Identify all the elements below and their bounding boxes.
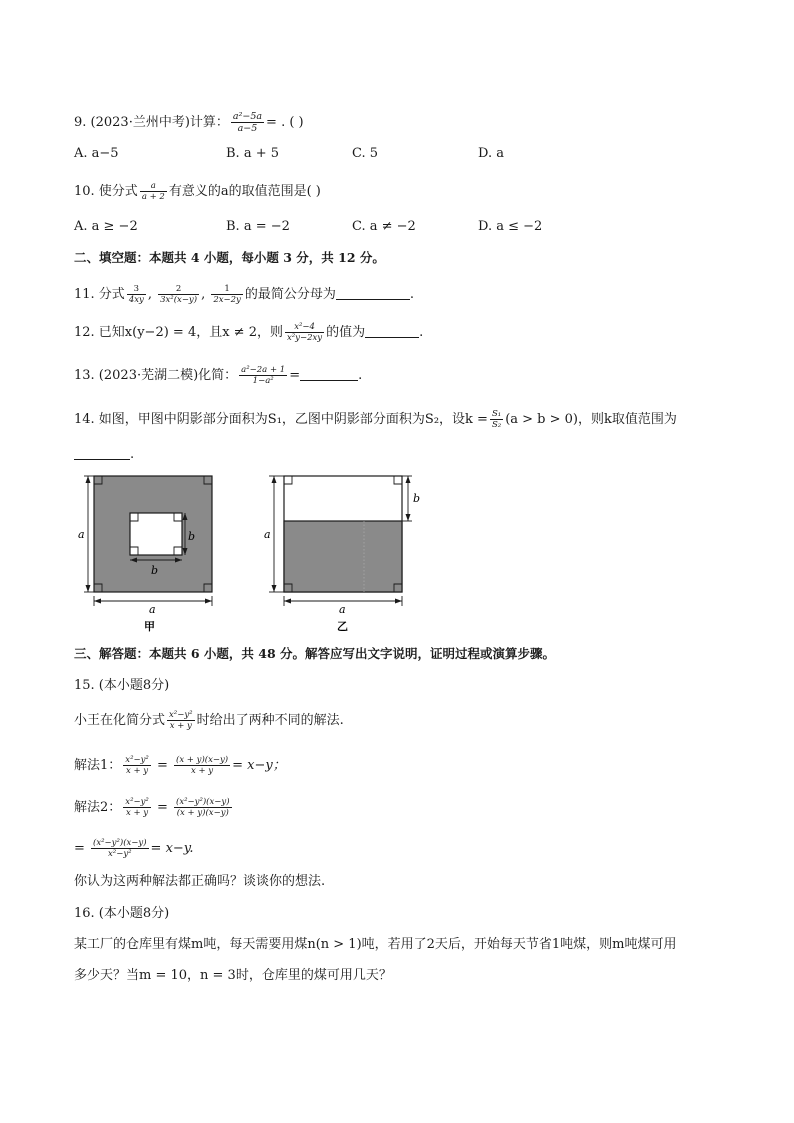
q12-prefix: 12. 已知x(y−2) = 4，且x ≠ 2，则 [74,325,283,340]
q15-m2-fraction-1 [123,797,151,818]
q13-denominator: 1−a² [252,376,274,386]
q9-option-d: D. a [478,146,504,161]
q9-numerator: a²−5a [232,111,263,122]
q12-answer-blank[interactable] [365,325,419,338]
q14-text: 14. 如图，甲图中阴影部分面积为S₁，乙图中阴影部分面积为S₂，设k = [74,412,488,427]
q11-f2-denominator: 3x²(x−y) [160,295,198,305]
q9-option-c: C. 5 [352,146,379,161]
q15-m2-f1-numerator: x²−y² [125,797,149,807]
q15-m2b-fraction [91,838,149,859]
q15-m2-f2-numerator: (x²−y²)(x−y) [176,797,230,807]
shaded-area-figure [60,468,430,638]
q14-suffix: (a > b > 0)，则k取值范围为 [505,412,677,427]
q15-m1-label: 解法1： [74,758,122,773]
q15-m1-end: = x−y； [232,758,286,773]
q15-intro [74,710,344,731]
q10-option-c: C. a ≠ −2 [352,219,416,234]
q11-suffix: 的最简公分母为 [244,287,336,302]
q10-suffix: 有意义的a的取值范围是( ) [168,184,321,199]
q15-method-1: 解法1： $\frac{\text{x²−y²}}{x + y}$ = $\frac{(x + y)(x-y)}{x + y}$ = x−y； [74,755,286,776]
yi-caption: 乙 [337,620,348,633]
jia-label-b-right: b [188,530,196,543]
q15-intro-suffix: 时给出了两种不同的解法. [196,713,344,728]
q15-m2b-denominator: x²−y² [108,849,132,859]
q15-m2-fraction-2 [174,797,232,818]
q15-m2-f2-denominator: (x + y)(x−y) [176,808,229,818]
q15-m2-label: 解法2： [74,800,122,815]
yi-label-a-bottom: a [339,603,346,616]
q15-m1-f2-denominator: x + y [190,766,214,776]
jia-caption: 甲 [144,620,155,633]
q11-fraction-3 [211,284,243,305]
q9-denominator: a−5 [237,123,258,134]
q15-m1-f2-numerator: (x + y)(x−y) [176,755,229,765]
q15-m1-f1-denominator: x + y [125,766,149,776]
q10-numerator: a [140,181,167,192]
q15-m1-f1-numerator: x²−y² [125,755,149,765]
q10-denominator: a + 2 [141,192,165,202]
q9-prefix: 9. (2023·兰州中考)计算： [74,115,229,130]
q13-end: . [358,368,363,383]
q15-m2b-numerator: (x²−y²)(x−y) [93,838,147,848]
q14-denominator: S₂ [491,420,502,430]
question-9 [74,111,304,134]
jia-label-a-bottom: a [149,603,156,616]
q15-intro-prefix: 小王在化简分式 [74,713,166,728]
q15-method-2-continued: = $\frac{\text{(x²−y²)(x−y)}}{\text{x²−y²}}$ = x−y. [74,838,194,859]
section-3-heading: 三、解答题：本题共 6 小题，共 48 分。解答应写出文字说明，证明过程或演算步骤。 [74,646,556,661]
q9-suffix: = . ( ) [266,115,304,130]
yi-label-b: b [413,492,421,505]
jia-label-b-bottom: b [151,564,159,577]
q12-suffix: 的值为 [326,325,366,340]
q13-fraction [239,365,287,386]
yi-label-a-left: a [264,528,271,541]
q16-line-2: 多少天？当m = 10，n = 3时，仓库里的煤可用几天？ [74,968,392,983]
q13-answer-blank[interactable] [300,368,358,381]
section-2-heading: 二、填空题：本题共 4 小题，每小题 3 分，共 12 分。 [74,250,385,265]
q10-option-a: A. a ≥ −2 [74,219,138,234]
q14-fraction [490,409,503,430]
q11-f1-numerator: 3 [127,284,146,295]
q15-intro-numerator: x²−y² [169,710,193,720]
question-11: 11. 分式 $\frac{3}{4xy}$ , $\frac{2}{\text{3x²(x−y)}}$ , $\frac{1}{2x-2y}$ 的最简公分母为 . [74,284,415,305]
question-14 [74,409,677,430]
q16-line-1: 某工厂的仓库里有煤m吨，每天需要用煤n(n > 1)吨，若用了2天后，开始每天节省1吨煤，则m吨煤可用 [74,937,677,952]
question-12 [74,322,423,343]
q16-heading: 16. (本小题8分) [74,906,170,921]
q11-answer-blank[interactable] [336,287,410,300]
q11-fraction-1 [127,284,146,305]
question-10 [74,181,321,202]
q15-intro-denominator: x + y [169,721,192,731]
q11-fraction-2 [158,284,199,305]
q14-end: . [130,447,135,462]
q11-end: . [409,287,415,302]
q10-prefix: 10. 使分式 [74,184,138,199]
q14-answer-line [74,446,134,464]
q9-option-a: A. a−5 [74,146,119,161]
q10-option-d: D. a ≤ −2 [478,219,543,234]
q15-m1-fraction-1 [123,755,151,776]
q11-f2-numerator: 2 [158,284,199,295]
q15-method-2: 解法2： $\frac{\text{x²−y²}}{x + y}$ = $\frac{\text{(x²−y²)(x−y)}}{(x + y)(x-y)}$ [74,797,230,818]
q15-heading: 15. (本小题8分) [74,678,170,693]
q11-f1-denominator: 4xy [128,295,144,305]
q15-m1-fraction-2 [174,755,230,776]
q13-suffix: = [289,368,301,383]
q14-numerator: S₁ [491,409,502,419]
q14-answer-blank[interactable] [74,447,130,460]
q15-m2-f1-denominator: x + y [125,808,149,818]
q11-f3-numerator: 1 [211,284,243,295]
q12-denominator: x²y−2xy [286,333,323,343]
q11-prefix: 11. 分式 [74,287,125,302]
q12-fraction [285,322,324,343]
jia-label-a-left: a [78,528,85,541]
figure-yi [264,476,420,633]
question-13 [74,365,362,386]
q9-fraction [231,111,264,134]
q13-prefix: 13. (2023·芜湖二模)化简： [74,368,238,383]
q10-fraction [140,181,167,202]
figure-jia [78,476,212,633]
q12-end: . [419,325,424,340]
q13-numerator: a²−2a + 1 [241,365,286,375]
yi-shaded-rect [284,521,402,592]
q9-option-b: B. a + 5 [226,146,279,161]
q15-m2b-end: = x−y. [150,841,194,856]
q15-intro-fraction [167,710,195,731]
q15-question: 你认为这两种解法都正确吗？谈谈你的想法. [74,874,326,889]
q12-numerator: x²−4 [285,322,324,333]
q11-f3-denominator: 2x−2y [213,295,241,305]
q10-option-b: B. a = −2 [226,219,290,234]
